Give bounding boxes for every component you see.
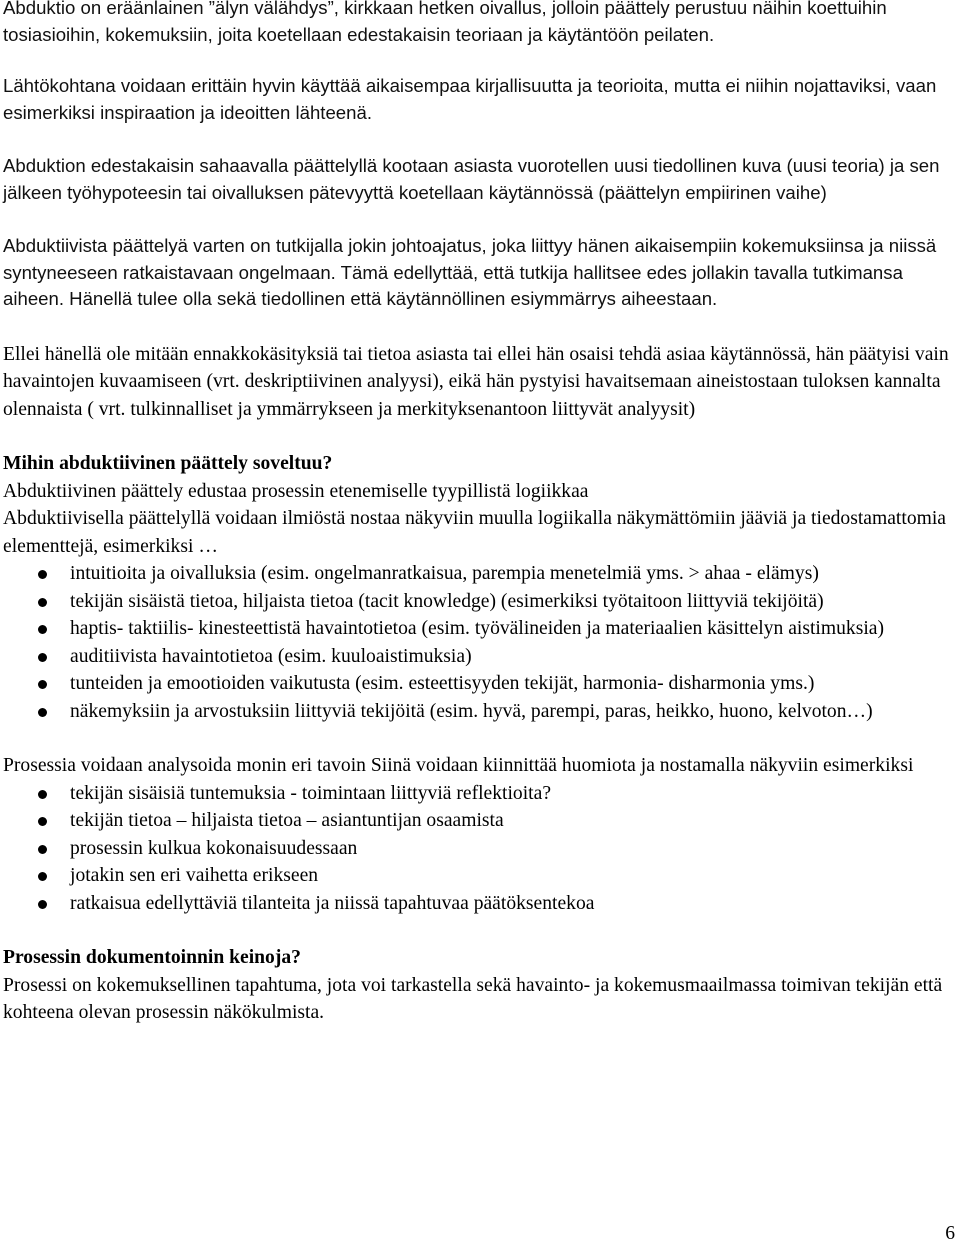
page-number: 6	[945, 1223, 955, 1244]
body-paragraph-1: Abduktiivista päättelyä varten on tutkijalla jokin johtoajatus, joka liittyy hänen aikaisempiin kokemuksiinsa ja niissä syntyneeseen ratkaistavaan ongelmaan. Tämä edellyttää, että tutkija hallitsee edes jollakin tavalla tutkimansa aiheen. Hänellä tulee olla sekä tiedollinen että käytännöllinen esiymmärrys aiheestaan.	[3, 235, 937, 309]
list-item	[3, 862, 957, 890]
list-item	[3, 890, 957, 918]
intro-paragraph-1: Abduktio on eräänlainen ”älyn välähdys”, kirkkaan hetken oivallus, jolloin päättely perustuu näihin koettuihin tosiasioihin, kokemuksiin, joita koetellaan edestakaisin teoriaan ja käytäntöön peilaten.	[3, 0, 887, 45]
section1-line-2: Abduktiivisella päättelyllä voidaan ilmiöstä nostaa näkyviin muulla logiikalla näkymättömiin jääviä ja tiedostamattomia elementtejä, esimerkiksi …	[3, 508, 946, 557]
list-item	[3, 807, 957, 835]
bullet-icon	[38, 598, 47, 607]
bullet-icon	[38, 653, 47, 662]
section-heading-suitability: Mihin abduktiivinen päättely soveltuu?	[3, 453, 333, 474]
list-item	[3, 780, 957, 808]
list-item	[3, 615, 957, 643]
list-item-text: auditiivista havaintotietoa (esim. kuuloaistimuksia)	[70, 645, 472, 667]
bullet-icon	[38, 708, 47, 717]
section1-bullet-list	[3, 560, 957, 725]
bullet-icon	[38, 570, 47, 579]
list-item	[3, 588, 957, 616]
list-item	[3, 670, 957, 698]
bullet-icon	[38, 790, 47, 799]
list-item-text: tunteiden ja emootioiden vaikutusta (esim. esteettisyyden tekijät, harmonia- disharmonia yms.)	[70, 673, 815, 694]
list-item	[3, 698, 957, 726]
document-page	[3, 0, 957, 1027]
list-item-text: näkemyksiin ja arvostuksiin liittyviä tekijöitä (esim. hyvä, parempi, paras, heikko, huono, kelvoton…)	[70, 700, 873, 722]
list-item-text: intuitioita ja oivalluksia (esim. ongelmanratkaisua, parempia menetelmiä yms. > ahaa - elämys)	[70, 563, 819, 584]
section2-intro: Prosessia voidaan analysoida monin eri tavoin Siinä voidaan kiinnittää huomiota ja nostamalla näkyviin esimerkiksi	[3, 755, 914, 776]
list-item	[3, 835, 957, 863]
bullet-icon	[38, 872, 47, 881]
section2-bullet-list	[3, 780, 957, 918]
list-item-text: haptis- taktiilis- kinesteettistä havaintotietoa (esim. työvälineiden ja materiaalien käsittelyn aistimuksia)	[70, 618, 885, 639]
list-item	[3, 560, 957, 588]
list-item	[3, 643, 957, 671]
list-item-text: ratkaisua edellyttäviä tilanteita ja niissä tapahtuvaa päätöksentekoa	[70, 892, 595, 914]
bullet-icon	[38, 680, 47, 689]
list-item-text: prosessin kulkua kokonaisuudessaan	[70, 837, 358, 859]
section1-line-1: Abduktiivinen päättely edustaa prosessin etenemiselle tyypillistä logiikkaa	[3, 480, 589, 502]
list-item-text: tekijän tietoa – hiljaista tietoa – asiantuntijan osaamista	[70, 810, 504, 831]
bullet-icon	[38, 845, 47, 854]
list-item-text: jotakin sen eri vaihetta erikseen	[70, 865, 319, 886]
list-item-text: tekijän sisäistä tietoa, hiljaista tietoa (tacit knowledge) (esimerkiksi työtaitoon liittyviä tekijöitä)	[70, 590, 824, 612]
section-heading-documentation: Prosessin dokumentoinnin keinoja?	[3, 947, 301, 968]
bullet-icon	[38, 900, 47, 909]
bullet-icon	[38, 817, 47, 826]
intro-paragraph-3: Abduktion edestakaisin sahaavalla päättelyllä kootaan asiasta vuorotellen uusi tiedollinen kuva (uusi teoria) ja sen jälkeen työhypoteesin tai oivalluksen pätevyyttä koetellaan käytännössä (päättelyn empiirinen vaihe)	[3, 155, 940, 203]
list-item-text: tekijän sisäisiä tuntemuksia - toimintaan liittyviä reflektioita?	[70, 782, 552, 804]
bullet-icon	[38, 625, 47, 634]
section3-text: Prosessi on kokemuksellinen tapahtuma, jota voi tarkastella sekä havainto- ja kokemusmaailmassa toimivan tekijän että kohteena olevan prosessin näkökulmista.	[3, 974, 943, 1023]
body-paragraph-2: Ellei hänellä ole mitään ennakkokäsityksiä tai tietoa asiasta tai ellei hän osaisi tehdä asiaa käytännössä, hän päätyisi vain havaintojen kuvaamiseen (vrt. deskriptiivinen analyysi), eikä hän pystyisi havaitsemaan aineistostaan tuloksen kannalta olennaista ( vrt. tulkinnalliset ja ymmärrykseen ja merkityksenantoon liittyvät analyysit)	[3, 343, 949, 420]
intro-paragraph-2: Lähtökohtana voidaan erittäin hyvin käyttää aikaisempaa kirjallisuutta ja teorioita, mutta ei niihin nojattaviksi, vaan esimerkiksi inspiraation ja ideoitten lähteenä.	[3, 75, 937, 123]
